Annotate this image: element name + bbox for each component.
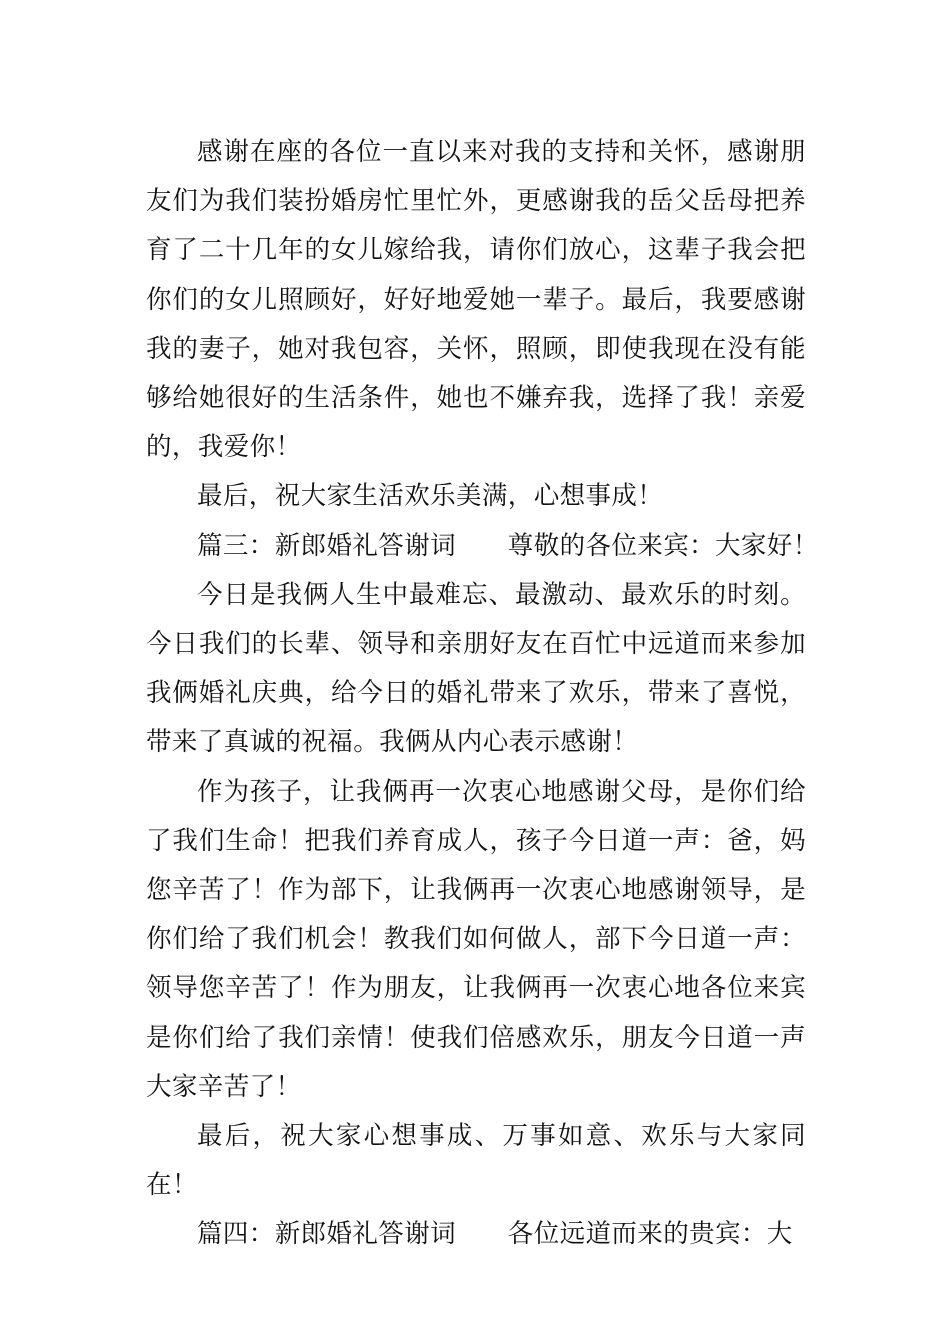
paragraph-gratitude: 作为孩子，让我俩再一次衷心地感谢父母，是你们给了我们生命！把我们养育成人，孩子今日道一声：爸，妈您辛苦了！作为部下，让我俩再一次衷心地感谢领导，是你们给了我们机会！教我们如何做人，部下今日道一声：领导您辛苦了！作为朋友，让我俩再一次衷心地各位来宾是你们给了我们亲情！使我们倍感欢乐，朋友今日道一声大家辛苦了！ [146,776,806,1102]
paragraph-closing-wish-2: 最后，祝大家心想事成、万事如意、欢乐与大家同在！ [146,1121,806,1201]
paragraph-closing-wish-1: 最后，祝大家生活欢乐美满，心想事成！ [197,481,664,512]
paragraph-today-moment: 今日是我俩人生中最难忘、最激动、最欢乐的时刻。今日我们的长辈、领导和亲朋好友在百忙中远道而来参加我俩婚礼庆典，给今日的婚礼带来了欢乐，带来了喜悦，带来了真诚的祝福。我俩从内心表示感谢！ [146,579,806,758]
paragraph-section-three-heading: 篇三：新郎婚礼答谢词 尊敬的各位来宾：大家好！ [197,530,819,561]
document-body [146,128,819,1260]
paragraph-section-four-heading: 篇四：新郎婚礼答谢词 各位远道而来的贵宾：大 [197,1219,793,1250]
paragraph-thanks: 感谢在座的各位一直以来对我的支持和关怀，感谢朋友们为我们装扮婚房忙里忙外，更感谢我的岳父岳母把养育了二十几年的女儿嫁给我，请你们放心，这辈子我会把你们的女儿照顾好，好好地爱她一辈子。最后，我要感谢我的妻子，她对我包容，关怀，照顾，即使我现在没有能够给她很好的生活条件，她也不嫌弃我，选择了我！亲爱的，我爱你！ [146,137,806,463]
